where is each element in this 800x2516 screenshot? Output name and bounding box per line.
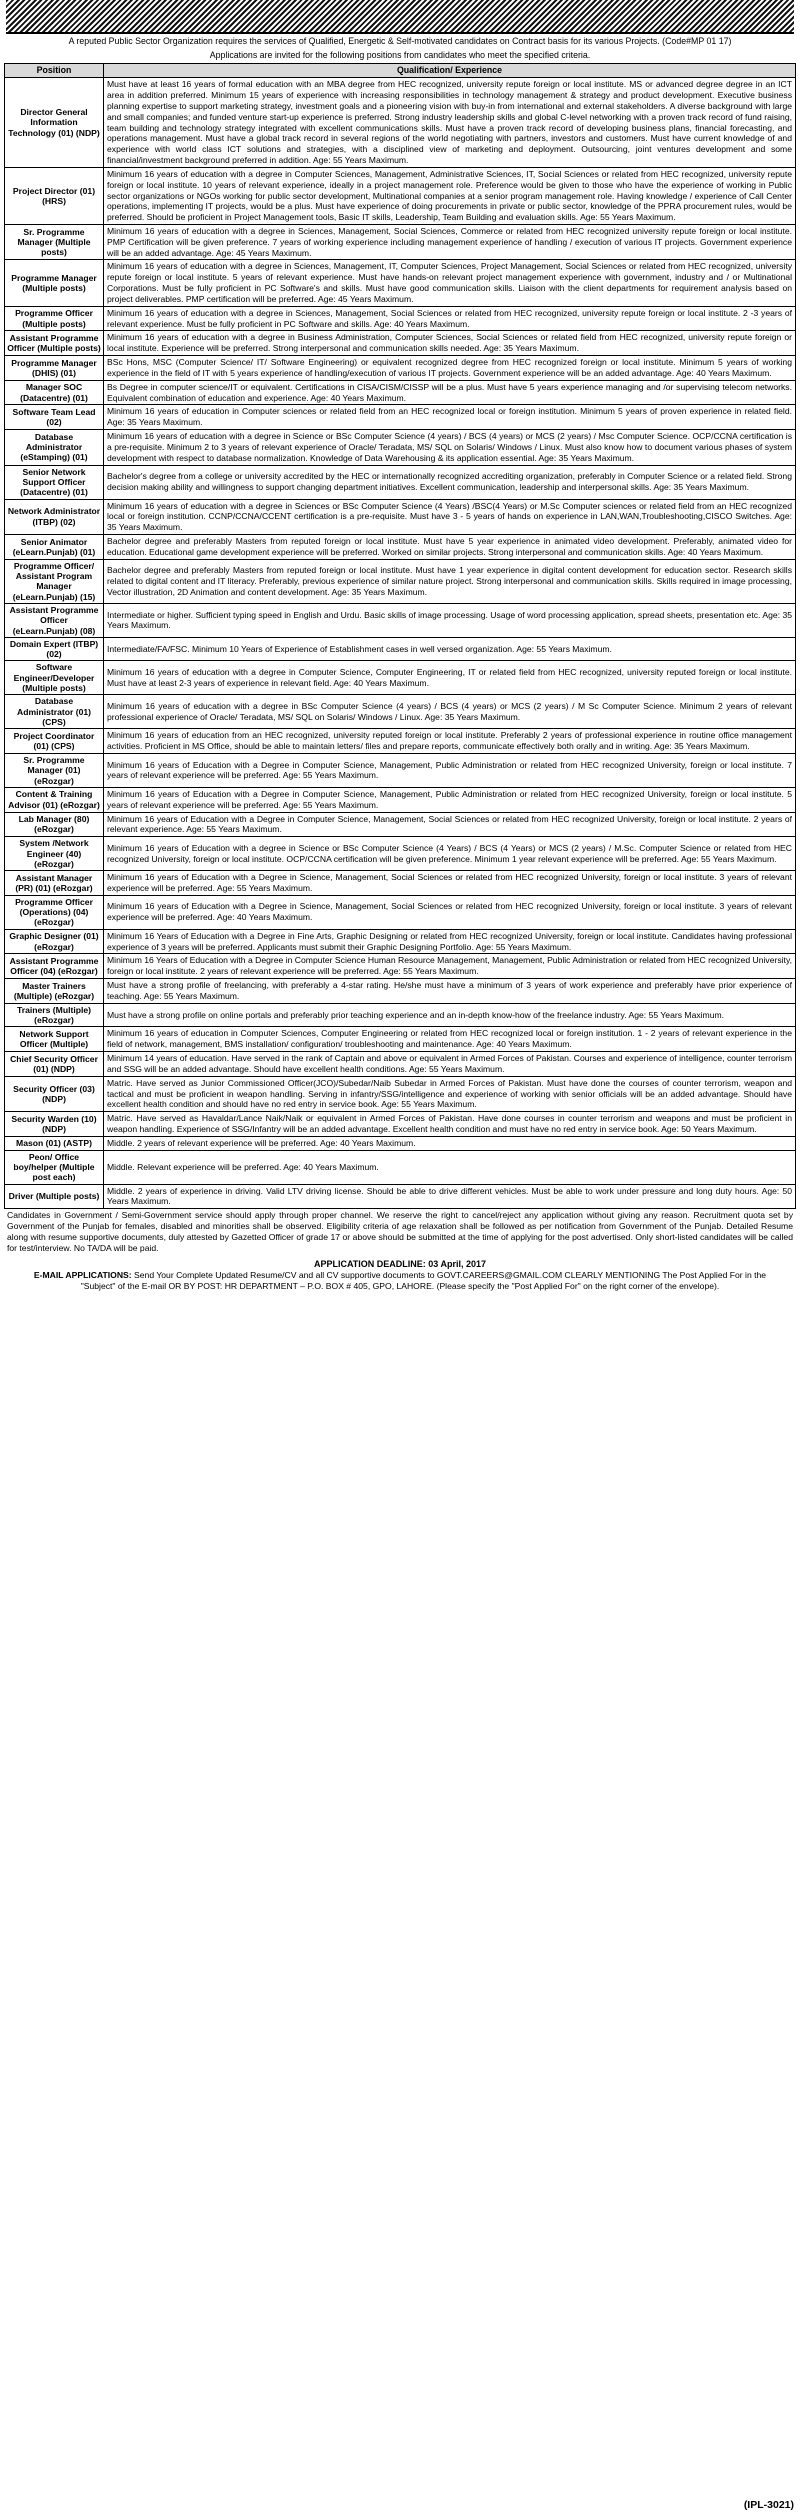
position-title: Assistant Programme Officer (04) (eRozgar)	[5, 954, 104, 979]
qualification-details: Minimum 16 years of education with a degree in Sciences or BSc Computer Science (4 Years) /BSC(4 Years) or M.Sc Computer sciences or related field from an HEC recognized local or foreign institution. CCNP/CCNA/CCENT certification is a pre-requisite. Must have 3 - 5 years of hands on experience in LAN,WAN,Troubleshooting,CISCO Switches. Age: 35 Years Maximum.	[104, 499, 796, 534]
position-title: Programme Officer/ Assistant Program Manager (eLearn.Punjab) (15)	[5, 559, 104, 603]
table-row	[5, 1112, 796, 1137]
job-advertisement	[4, 0, 796, 2516]
position-title: Mason (01) (ASTP)	[5, 1136, 104, 1150]
application-deadline: APPLICATION DEADLINE: 03 April, 2017	[313, 1258, 487, 1269]
qualification-details: Matric. Have served as Havaldar/Lance Naik/Naik or equivalent in Armed Forces of Pakistan. Have done courses in counter terrorism and weapons and must be proficient in weapon handling. Experience of SSG/Infantry will be an added advantage. Excellent health condition and must have no red entry in service book. Age: 50 Years Maximum.	[104, 1112, 796, 1137]
position-title: Driver (Multiple posts)	[5, 1184, 104, 1209]
position-title: Content & Training Advisor (01) (eRozgar)	[5, 787, 104, 812]
table-row	[5, 380, 796, 405]
table-row	[5, 637, 796, 661]
qualification-details: Bachelor degree and preferably Masters from reputed foreign or local institute. Must have 1 year experience in digital content development for education sector. Research skills related to digital content and IT literacy. Preferably, previous experience of similar nature project. Strong interpersonal and communication skills. Skills required in image processing, Vector illustration, 2D Animation and content development. Age: 35 Years Maximum.	[104, 559, 796, 603]
table-row	[5, 603, 796, 637]
position-title: Security Warden (10) (NDP)	[5, 1112, 104, 1137]
position-title: Sr. Programme Manager (01) (eRozgar)	[5, 753, 104, 787]
table-row	[5, 430, 796, 465]
position-title: Chief Security Officer (01) (NDP)	[5, 1052, 104, 1077]
qualification-details: Matric. Have served as Junior Commissioned Officer(JCO)/Subedar/Naib Subedar in Armed Forces of Pakistan. Must have done the courses of counter terrorism, weapon and tactical and must be proficient in weapon handling. Serving in infantry/SSG/intelligence and experience of working with senior officials will be an added advantage. Should have excellent health condition and should have no red entry in service book. Age: 55 Years Maximum.	[104, 1076, 796, 1111]
table-row	[5, 812, 796, 837]
qualification-details: Minimum 16 years of Education with a Degree in Science, Management, Social Sciences or related from HEC recognized University, foreign or local institute. 3 years of relevant experience will be preferred. Age: 40 Years Maximum.	[104, 895, 796, 929]
position-title: Programme Officer (Multiple posts)	[5, 306, 104, 331]
position-title: Trainers (Multiple) (eRozgar)	[5, 1003, 104, 1027]
table-row	[5, 661, 796, 695]
position-title: Assistant Programme Officer (Multiple posts)	[5, 331, 104, 356]
position-title: Manager SOC (Datacentre) (01)	[5, 380, 104, 405]
qualification-details: Minimum 16 years of education with a degree in BSc Computer Science (4 years) / BCS (4 years) or MCS (2 years) / M Sc Computer Science. Minimum 2 years of relevant professional experience of Oracle/ Teradata, MS/ SQL on Solaris/ Windows / Linux. Age: 35 Years Maximum.	[104, 695, 796, 729]
table-row	[5, 1003, 796, 1027]
qualification-details: Must have at least 16 years of formal education with an MBA degree from HEC recognized, university repute foreign or local institute. MS or advanced degree degree in an ICT area in addition preferred. Minimum 15 years of experience with increasing responsibilities in technology management & strategy and product development. Executive business planning expertise to support marketing strategy, investment goals and a pioneering vision with buy-in from international and external stakeholders. A diverse background with large and small companies; and funded venture start-up experience is preferred. Strong industry leadership skills and global C-level networking with a proven track record of fund raising, team building and technology strategy integrated with excellent communications skills. Must have a proven track record of developing business plans, financial forecasting, and operations management. Must have a global track record in several regions of the world negotiating with partners, investors and customers. Must have current knowledge of and experience with world class ICT solutions and strategies, with a disciplined view of marketing and deployment. Outsourcing, joint ventures development and some financial/investment background preferred in addition. Age: 55 Years Maximum.	[104, 78, 796, 168]
table-row	[5, 225, 796, 260]
position-title: Assistant Manager (PR) (01) (eRozgar)	[5, 871, 104, 896]
col-qualification-header: Qualification/ Experience	[104, 64, 796, 78]
table-row	[5, 979, 796, 1004]
qualification-details: Minimum 16 Years of Education with a Degree in Computer Science Human Resource Management, Management, Public Administration or related from HEC recognized University, foreign or local institute. 2 years of relevant experience will be preferred. Age: 55 Years Maximum.	[104, 954, 796, 979]
qualification-details: Minimum 16 years of education in Computer Sciences, Computer Engineering or related from HEC recognized local or foreign institution. 1 - 2 years of relevant experience in the field of network, management, BMS installation/ configuration/ troubleshooting and maintenance. Age: 40 Years Maximum.	[104, 1027, 796, 1052]
position-title: Master Trainers (Multiple) (eRozgar)	[5, 979, 104, 1004]
position-title: Network Administrator (ITBP) (02)	[5, 499, 104, 534]
position-title: Database Administrator (01) (CPS)	[5, 695, 104, 729]
table-row	[5, 929, 796, 954]
table-row	[5, 1136, 796, 1150]
table-row	[5, 954, 796, 979]
position-title: Programme Manager (Multiple posts)	[5, 260, 104, 306]
qualification-details: Minimum 16 years of Education with a degree in Science or BSc Computer Science (4 Years) / BCS (4 Years) or MCS (2 years) / M.Sc. Computer Science or related from HEC recognized University, foreign or local institute. OCP/CCNA certification will be given preference. Minimum 1 year relevant experience will be preferred. Age: 55 Years Maximum.	[104, 837, 796, 871]
position-title: Domain Expert (ITBP) (02)	[5, 637, 104, 661]
position-title: Network Support Officer (Multiple)	[5, 1027, 104, 1052]
table-row	[5, 837, 796, 871]
qualification-details: Minimum 16 years of Education with a Degree in Science, Management, Social Sciences or related from HEC recognized University, foreign or local institute. 3 years of relevant experience will be preferred. Age: 55 Years Maximum.	[104, 871, 796, 896]
qualification-details: Middle. 2 years of relevant experience will be preferred. Age: 40 Years Maximum.	[104, 1136, 796, 1150]
qualification-details: Minimum 16 years of education in Computer sciences or related field from an HEC recognized local or foreign institution. Minimum 5 years of proven experience in related field. Age: 35 Years Maximum.	[104, 405, 796, 430]
qualification-details: Minimum 16 years of Education with a Degree in Computer Science, Management, Social Sciences or related from HEC recognized University, foreign or local institute. 2 years of relevant experience. Age: 55 Years Maximum.	[104, 812, 796, 837]
qualification-details: Minimum 16 years of education with a degree in Computer Science, Computer Engineering, IT or related field from HEC recognized, university reputed foreign or local institute. Must have at least 2-3 years of experience in relevant field. Age: 40 Years Maximum.	[104, 661, 796, 695]
position-title: Software Engineer/Developer (Multiple posts)	[5, 661, 104, 695]
footnote-text: Candidates in Government / Semi-Government service should apply through proper channel. We reserve the right to cancel/reject any application without giving any reason. Recruitment quota set by Government of the Punjab for females, disabled and minorities shall be observed. Eligibility criteria of age relaxation shall be followed as per notification from Government of the Punjab. Detailed Resume along with resume supportive documents, duly attested by Gazetted Officer of grade 17 or above should be submitted at the time of applying for the post advertised. Only short-listed candidates will be called for test/interview. No TA/DA will be paid.	[7, 1210, 793, 1253]
table-row	[5, 331, 796, 356]
table-row	[5, 78, 796, 168]
intro-text: A reputed Public Sector Organization requires the services of Qualified, Energetic & Self-motivated candidates on Contract basis for its various Projects. (Code#MP 01 17)	[68, 36, 732, 46]
table-row	[5, 1027, 796, 1052]
col-position-header: Position	[5, 64, 104, 78]
position-title: Programme Manager (DHIS) (01)	[5, 356, 104, 381]
qualification-details: Minimum 16 years of education with a degree in Science or BSc Computer Science (4 years) / BCS (4 years) or MCS (2 years) / Msc Computer Science. OCP/CCNA certification is a pre-requisite. Minimum 2 to 3 years of relevant experience of Oracle/ Teradata, MS/ SQL on Solaris/ Windows / Linux. Must also know how to document various phases of system development with respect to database normalization. Knowledge of Data Warehousing & its application essential. Age: 35 Years Maximum.	[104, 430, 796, 465]
qualification-details: Bs Degree in computer science/IT or equivalent. Certifications in CISA/CISM/CISSP will be a plus. Must have 5 years experience managing and /or supervising telecom networks. Equivalent combination of education and experience. Age: 40 Years Maximum.	[104, 380, 796, 405]
qualification-details: Intermediate or higher. Sufficient typing speed in English and Urdu. Basic skills of image processing. Usage of word processing application, spread sheets, presentation etc. Age: 35 Years Maximum.	[104, 603, 796, 637]
position-title: Senior Animator (eLearn.Punjab) (01)	[5, 534, 104, 559]
table-row	[5, 405, 796, 430]
position-title: Assistant Programme Officer (eLearn.Punjab) (08)	[5, 603, 104, 637]
table-row	[5, 695, 796, 729]
table-row	[5, 1076, 796, 1111]
position-title: Software Team Lead (02)	[5, 405, 104, 430]
qualification-details: Minimum 16 years of education with a degree in Sciences, Management, Social Sciences or related from HEC recognized, university repute foreign or local institute. 2 -3 years of relevant experience. Must be fully proficient in PC Software and skills. Age: 40 Years Maximum.	[104, 306, 796, 331]
email-instructions: Send Your Complete Updated Resume/CV and all CV supportive documents to GOVT.CAREERS@GMAIL.COM CLEARLY MENTIONING The Post Applied For in the "Subject" of the E-mail OR BY POST: HR DEPARTMENT – P.O. BOX # 405, GPO, LAHORE. (Please specify the "Post Applied For" on the right corner of the envelope).	[80, 1269, 767, 1291]
table-row	[5, 1184, 796, 1209]
positions-body	[5, 78, 796, 1209]
qualification-details: Bachelor degree and preferably Masters from reputed foreign or local institute. Must have 5 year experience in animated video development. Preferably, animated video for education. Educational game development experience will be preferred. Worked on similar projects. Strong interpersonal and communication skills. Age: 40 Years Maximum.	[104, 534, 796, 559]
positions-table	[4, 63, 796, 1209]
position-title: Graphic Designer (01) (eRozgar)	[5, 929, 104, 954]
position-title: Sr. Programme Manager (Multiple posts)	[5, 225, 104, 260]
table-row	[5, 559, 796, 603]
qualification-details: Minimum 16 years of Education with a Degree in Computer Science, Management, Public Administration or related from HEC recognized University, foreign or local institute. 7 years of relevant experience will be preferred. Age: 55 Years Maximum.	[104, 753, 796, 787]
position-title: Programme Officer (Operations) (04) (eRozgar)	[5, 895, 104, 929]
invitation-text: Applications are invited for the following positions from candidates who meet the specified criteria.	[209, 50, 591, 61]
qualification-details: Minimum 16 years of Education with a Degree in Computer Science, Management, Public Administration or related from HEC recognized University, foreign or local institute. 5 years of relevant experience will be preferred. Age: 55 Years Maximum.	[104, 787, 796, 812]
table-row	[5, 465, 796, 499]
table-row	[5, 534, 796, 559]
qualification-details: Minimum 16 years of education with a degree in Business Administration, Computer Sciences, Social Sciences or related field from HEC recognized, university repute foreign or local institute. Experience will be preferred. Strong interpersonal and communication skills needed. Age: 35 Years Maximum.	[104, 331, 796, 356]
qualification-details: Intermediate/FA/FSC. Minimum 10 Years of Experience of Establishment cases in well versed organization. Age: 55 Years Maximum.	[104, 637, 796, 661]
qualification-details: Minimum 14 years of education. Have served in the rank of Captain and above or equivalent in Armed Forces of Pakistan. Courses and experience of intelligence, counter terrorism and SSG will be an added advantage. Should have excellent health conditions. Age: 55 Years Maximum.	[104, 1052, 796, 1077]
qualification-details: Bachelor's degree from a college or university accredited by the HEC or internationally recognized accrediting organization, preferably in Computer Science or a related field. Strong decision making ability and willingness to support changing department initiatives. Excellent communication, leadership and interpersonal skills. Age: 35 Years Maximum.	[104, 465, 796, 499]
position-title: Project Coordinator (01) (CPS)	[5, 729, 104, 754]
position-title: System /Network Engineer (40) (eRozgar)	[5, 837, 104, 871]
position-title: Lab Manager (80) (eRozgar)	[5, 812, 104, 837]
position-title: Director General Information Technology (01) (NDP)	[5, 78, 104, 168]
qualification-details: Minimum 16 years of education with a degree in Sciences, Management, Social Sciences, Commerce or related from HEC recognized university repute foreign or local institute. PMP Certification will be given preference. 7 years of working experience including management experience of handling / execution of various IT projects. Government experience will be an added advantage. Age: 45 Years Maximum.	[104, 225, 796, 260]
qualification-details: Middle. Relevant experience will be preferred. Age: 40 Years Maximum.	[104, 1150, 796, 1184]
qualification-details: Minimum 16 Years of Education with a Degree in Fine Arts, Graphic Designing or related from HEC recognized University, foreign or local institute. Candidates having professional experience of 3 years will be preferred. Applicants must submit their Graphic Designing Portfolio. Age: 55 Years Maximum.	[104, 929, 796, 954]
table-row	[5, 1052, 796, 1077]
position-title: Database Administrator (eStamping) (01)	[5, 430, 104, 465]
table-row	[5, 499, 796, 534]
table-row	[5, 260, 796, 306]
email-applications	[4, 1270, 796, 1292]
qualification-details: Minimum 16 years of education with a degree in Sciences, Management, IT, Computer Sciences, Project Management, Social Sciences or related from HEC recognized, university repute foreign or local institute. 5 years of relevant experience. Must have hands-on relevant project management experience with government, industry and / or Multinational Corporations. Must be fully proficient in PC Software's and skills. Must have good communication skills. Liaison with the client departments for requirement analysis based on project deliverables. PMP certification will be preferred. Age: 45 Years Maximum.	[104, 260, 796, 306]
email-label: E-MAIL APPLICATIONS:	[33, 1269, 132, 1280]
qualification-details: Minimum 16 years of education with a degree in Computer Sciences, Management, Administrative Sciences, IT, Social Sciences or related from HEC recognized, university repute foreign or local institute. 10 years of relevant experience, ideally in a project management role. Preference would be given to those who have the experience of working in Public sector organizations or NGOs working for public sector development, Multinational companies at a senior program management role. Having knowledge / experience of Call Center operations, implementing IT projects, would be a plus. Must have experience of doing procurements in private or public sector, knowledge of the PPRA procurement rules, would be preferred. Should be proficient in Project Management tools, Basic IT skills, Leadership, Team Building and evaluation skills. Age: 55 Years Maximum.	[104, 167, 796, 224]
table-row	[5, 753, 796, 787]
qualification-details: Must have a strong profile on online portals and preferably prior teaching experience and an in-depth know-how of the freelance industry. Age: 55 Years Maximum.	[104, 1003, 796, 1027]
table-row	[5, 306, 796, 331]
table-row	[5, 356, 796, 381]
position-title: Senior Network Support Officer (Datacentre) (01)	[5, 465, 104, 499]
position-title: Peon/ Office boy/helper (Multiple post each)	[5, 1150, 104, 1184]
ad-code: (IPL-3021)	[743, 2498, 794, 2511]
table-row	[5, 895, 796, 929]
qualification-details: BSc Hons, MSC (Computer Science/ IT/ Software Engineering) or equivalent recognized degree from HEC recognized foreign or local institute. Minimum 5 years of working experience in the field of IT with 5 years experience of handling/execution of various IT projects. Government experience will be an added advantage. Age: 40 Years Maximum.	[104, 356, 796, 381]
header-banner	[6, 0, 794, 34]
table-row	[5, 1150, 796, 1184]
qualification-details: Minimum 16 years of education from an HEC recognized, university reputed foreign or local institute. Preferably 2 years of professional experience in routine office management activities. Proficient in MS Office, should be able to maintain letters/ files and prepare reports, communicate effectively both orally and in writing. Age: 35 Years Maximum.	[104, 729, 796, 754]
table-header-row	[5, 64, 796, 78]
position-title: Security Officer (03) (NDP)	[5, 1076, 104, 1111]
table-row	[5, 729, 796, 754]
table-row	[5, 787, 796, 812]
qualification-details: Must have a strong profile of freelancing, with preferably a 4-star rating. He/she must have a minimum of 3 years of work experience and preferably have prior experience of teaching. Age: 55 Years Maximum.	[104, 979, 796, 1004]
position-title: Project Director (01) (HRS)	[5, 167, 104, 224]
table-row	[5, 871, 796, 896]
table-row	[5, 167, 796, 224]
qualification-details: Middle. 2 years of experience in driving. Valid LTV driving license. Should be able to drive different vehicles. Must be able to work under pressure and long duty hours. Age: 50 Years Maximum.	[104, 1184, 796, 1209]
